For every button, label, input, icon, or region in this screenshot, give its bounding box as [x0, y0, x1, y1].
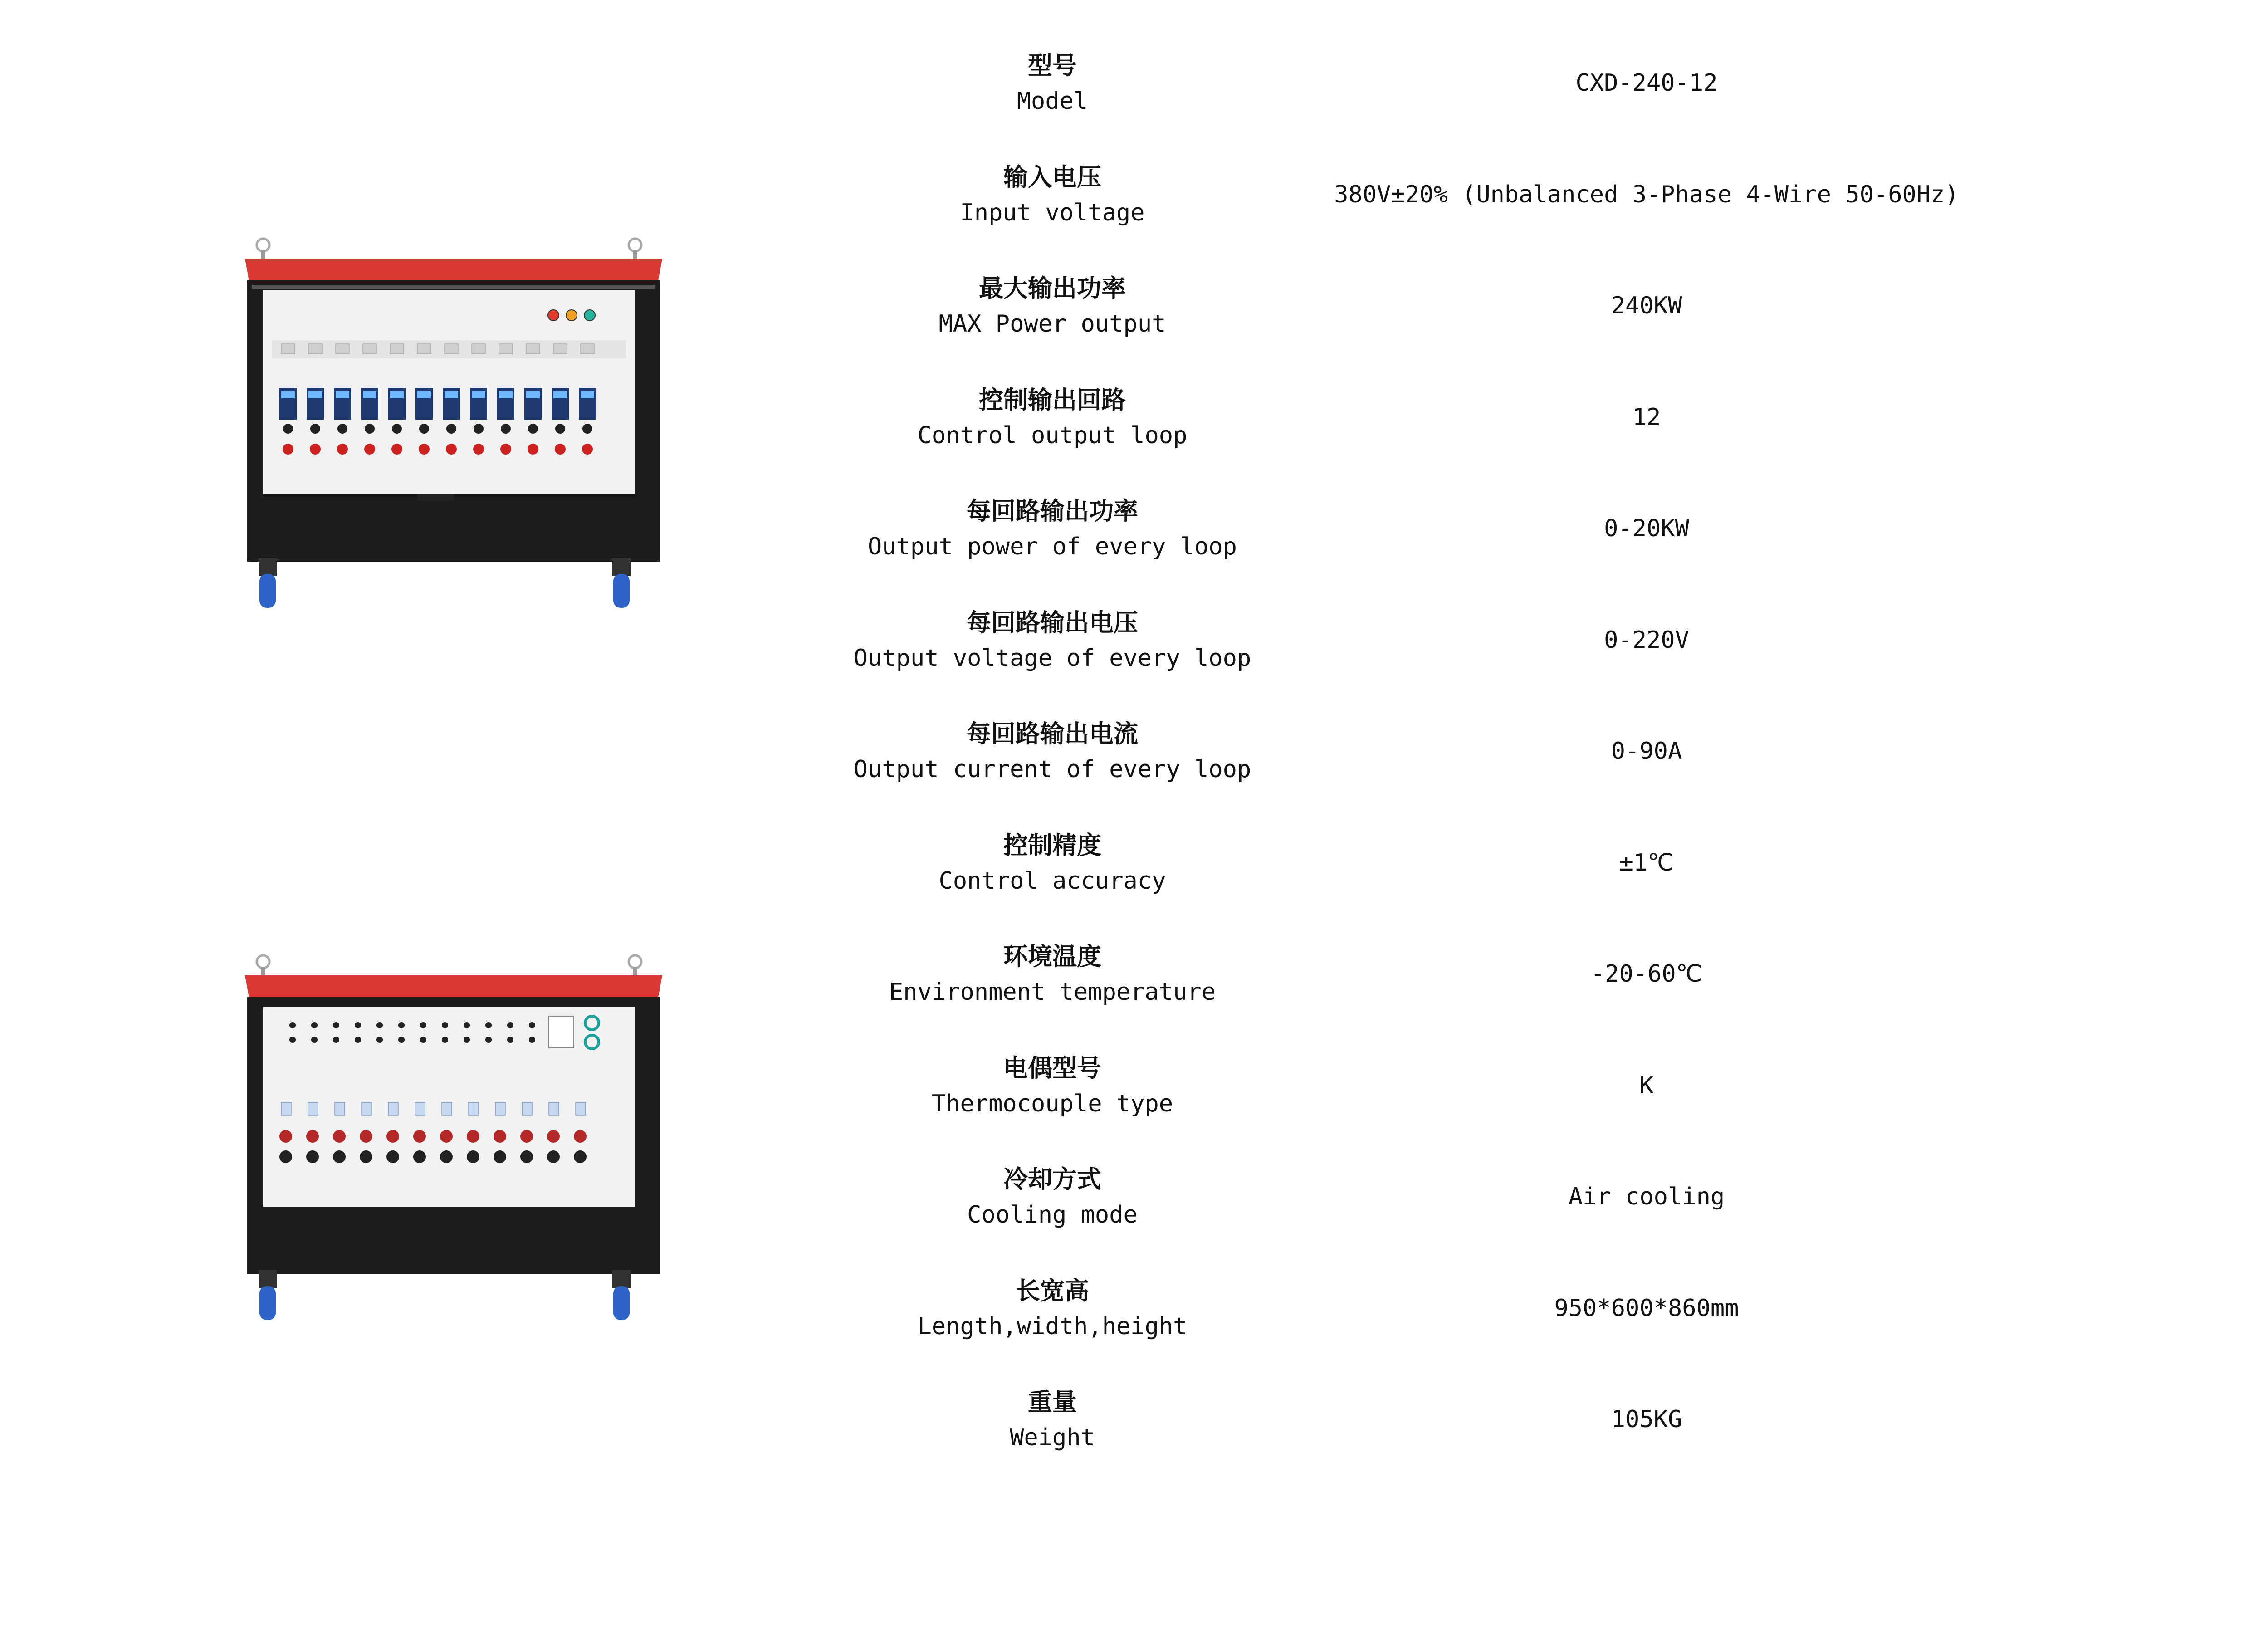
spec-parameter: [826, 1048, 1279, 1139]
thermocouple-jack-icon: [415, 1102, 425, 1115]
output-socket-icon: [364, 444, 375, 455]
spec-label-english: Length,width,height: [917, 1313, 1188, 1340]
spec-value: 0-220V: [1604, 626, 1689, 654]
indicator-dot-icon: [289, 1022, 296, 1028]
control-knob-icon: [501, 424, 511, 434]
thermocouple-jack-icon: [549, 1102, 559, 1115]
spec-label-chinese: 控制精度: [1003, 831, 1101, 860]
indicator-dot-icon: [485, 1037, 492, 1043]
heater-socket-black-icon: [440, 1150, 453, 1163]
thermocouple-jack-icon: [281, 1102, 291, 1115]
spec-value: 240KW: [1611, 292, 1682, 319]
output-socket-icon: [582, 444, 593, 455]
breaker-switch-icon: [308, 344, 322, 354]
spec-value: K: [1639, 1072, 1654, 1099]
power-socket-icon: [549, 1016, 574, 1048]
output-socket-icon: [391, 444, 402, 455]
breaker-switch-icon: [553, 344, 567, 354]
spec-value: CXD-240-12: [1575, 69, 1718, 97]
output-socket-icon: [446, 444, 457, 455]
indicator-dot-icon: [529, 1037, 535, 1043]
heater-socket-red-icon: [279, 1130, 292, 1143]
output-socket-icon: [500, 444, 511, 455]
heater-socket-red-icon: [574, 1130, 587, 1143]
caster-mount: [259, 558, 277, 576]
spec-row: [826, 1382, 2005, 1473]
control-knob-icon: [337, 424, 347, 434]
indicator-dot-icon: [507, 1037, 513, 1043]
heater-socket-black-icon: [360, 1150, 372, 1163]
spec-value: 105KG: [1611, 1406, 1682, 1433]
indicator-dot-icon: [464, 1037, 470, 1043]
spec-label-chinese: 输入电压: [1003, 163, 1101, 191]
spec-label-english: Output power of every loop: [868, 533, 1237, 560]
spec-value: 0-90A: [1611, 738, 1682, 765]
spec-label-english: Cooling mode: [967, 1201, 1138, 1228]
control-knob-icon: [310, 424, 320, 434]
spec-label-chinese: 每回路输出功率: [967, 497, 1138, 525]
controller-display: [526, 391, 540, 398]
indicator-dot-icon: [398, 1037, 405, 1043]
breaker-switch-icon: [499, 344, 513, 354]
indicator-dot-icon: [355, 1037, 361, 1043]
indicator-dot-icon: [420, 1037, 426, 1043]
control-knob-icon: [446, 424, 456, 434]
indicator-dot-icon: [442, 1022, 448, 1028]
breaker-switch-icon: [390, 344, 404, 354]
indicator-dot-icon: [398, 1022, 405, 1028]
breaker-switch-icon: [363, 344, 376, 354]
controller-display: [363, 391, 376, 398]
output-socket-icon: [419, 444, 430, 455]
thermocouple-jack-icon: [522, 1102, 532, 1115]
spec-label-chinese: 重量: [1028, 1388, 1077, 1416]
breaker-switch-icon: [417, 344, 431, 354]
controller-display: [499, 391, 513, 398]
spec-label-chinese: 冷却方式: [1003, 1165, 1101, 1194]
controller-display: [445, 391, 458, 398]
controller-display: [308, 391, 322, 398]
indicator-dot-icon: [289, 1037, 296, 1043]
heater-socket-red-icon: [440, 1130, 453, 1143]
spec-parameter: [826, 714, 1279, 804]
hot-runner-controller-back-illustration: [236, 944, 671, 1329]
spec-label-chinese: 每回路输出电流: [967, 719, 1138, 748]
cabinet-red-top: [245, 259, 662, 284]
caster-mount: [259, 1270, 277, 1288]
indicator-lamp-icon: [566, 310, 577, 321]
spec-parameter: [826, 825, 1279, 916]
product-image-back: [236, 944, 671, 1329]
spec-label-chinese: 长宽高: [1016, 1277, 1089, 1305]
output-socket-icon: [473, 444, 484, 455]
thermocouple-jack-icon: [335, 1102, 345, 1115]
indicator-dot-icon: [355, 1022, 361, 1028]
spec-row: [826, 1159, 2005, 1250]
control-knob-icon: [392, 424, 402, 434]
spec-label-english: Output current of every loop: [853, 756, 1251, 783]
output-socket-icon: [528, 444, 538, 455]
spec-label-chinese: 最大输出功率: [979, 274, 1126, 303]
heater-socket-black-icon: [547, 1150, 560, 1163]
spec-parameter: [826, 380, 1279, 470]
spec-label-english: Input voltage: [960, 199, 1145, 226]
spec-row: [826, 602, 2005, 693]
thermocouple-jack-icon: [495, 1102, 505, 1115]
lifting-eye-icon: [257, 239, 269, 251]
spec-parameter: [826, 936, 1279, 1027]
controller-display: [553, 391, 567, 398]
indicator-lamp-icon: [584, 310, 595, 321]
control-knob-icon: [555, 424, 565, 434]
controller-display: [336, 391, 349, 398]
spec-parameter: [826, 602, 1279, 693]
spec-parameter: [826, 45, 1279, 136]
spec-row: [826, 714, 2005, 804]
thermocouple-jack-icon: [388, 1102, 398, 1115]
indicator-dot-icon: [333, 1022, 339, 1028]
spec-label-chinese: 每回路输出电压: [967, 608, 1138, 637]
breaker-switch-icon: [581, 344, 594, 354]
spec-label-chinese: 电偶型号: [1003, 1054, 1101, 1082]
output-socket-icon: [310, 444, 321, 455]
lifting-eye-icon: [629, 955, 641, 968]
spec-value: 12: [1632, 404, 1661, 431]
spec-parameter: [826, 268, 1279, 359]
controller-display: [281, 391, 295, 398]
heater-socket-red-icon: [360, 1130, 372, 1143]
controller-display: [390, 391, 404, 398]
caster-wheel-icon: [613, 574, 630, 608]
spec-label-english: MAX Power output: [938, 310, 1166, 338]
breaker-switch-icon: [336, 344, 349, 354]
output-socket-icon: [555, 444, 566, 455]
output-socket-icon: [337, 444, 348, 455]
spec-label-english: Model: [1017, 88, 1088, 115]
spec-value: Air cooling: [1568, 1183, 1725, 1210]
spec-row: [826, 825, 2005, 916]
spec-value: 0-20KW: [1604, 515, 1689, 542]
heater-socket-red-icon: [333, 1130, 346, 1143]
hot-runner-controller-front-illustration: [236, 227, 671, 617]
heater-socket-red-icon: [494, 1130, 506, 1143]
breaker-switch-icon: [526, 344, 540, 354]
spec-row: [826, 380, 2005, 470]
thermocouple-jack-icon: [469, 1102, 479, 1115]
spec-label-english: Control accuracy: [938, 867, 1166, 895]
lifting-eye-icon: [257, 955, 269, 968]
heater-socket-black-icon: [386, 1150, 399, 1163]
spec-row: [826, 936, 2005, 1027]
breaker-switch-icon: [281, 344, 295, 354]
spec-label-chinese: 控制输出回路: [979, 386, 1126, 414]
heater-socket-black-icon: [574, 1150, 587, 1163]
heater-socket-red-icon: [306, 1130, 319, 1143]
spec-value: 380V±20% (Unbalanced 3-Phase 4-Wire 50-60Hz): [1334, 181, 1959, 208]
spec-parameter: [826, 1159, 1279, 1250]
control-knob-icon: [365, 424, 375, 434]
spec-label-english: Environment temperature: [889, 979, 1216, 1006]
controller-display: [417, 391, 431, 398]
thermocouple-jack-icon: [362, 1102, 371, 1115]
heater-socket-black-icon: [520, 1150, 533, 1163]
breaker-switch-icon: [472, 344, 485, 354]
spec-label-english: Weight: [1010, 1424, 1095, 1451]
control-knob-icon: [474, 424, 484, 434]
heater-socket-black-icon: [279, 1150, 292, 1163]
product-image-front: [236, 227, 671, 617]
heater-socket-red-icon: [547, 1130, 560, 1143]
heater-socket-red-icon: [386, 1130, 399, 1143]
indicator-dot-icon: [529, 1022, 535, 1028]
heater-socket-red-icon: [413, 1130, 426, 1143]
spec-parameter: [826, 1382, 1279, 1473]
indicator-dot-icon: [333, 1037, 339, 1043]
indicator-dot-icon: [507, 1022, 513, 1028]
breaker-switch-icon: [445, 344, 458, 354]
output-socket-icon: [283, 444, 293, 455]
spec-parameter: [826, 491, 1279, 582]
caster-wheel-icon: [259, 574, 276, 608]
indicator-lamp-icon: [548, 310, 559, 321]
controller-display: [581, 391, 594, 398]
thermocouple-jack-icon: [442, 1102, 452, 1115]
indicator-dot-icon: [442, 1037, 448, 1043]
spec-row: [826, 45, 2005, 136]
spec-parameter: [826, 157, 1279, 248]
indicator-dot-icon: [311, 1022, 318, 1028]
heater-socket-red-icon: [467, 1130, 479, 1143]
heater-socket-red-icon: [520, 1130, 533, 1143]
spec-value: ±1℃: [1619, 849, 1674, 876]
spec-row: [826, 268, 2005, 359]
heater-socket-black-icon: [333, 1150, 346, 1163]
spec-label-chinese: 型号: [1028, 51, 1077, 80]
spec-value: 950*600*860mm: [1554, 1295, 1739, 1322]
control-knob-icon: [582, 424, 592, 434]
spec-row: [826, 491, 2005, 582]
control-knob-icon: [283, 424, 293, 434]
caster-mount: [612, 558, 631, 576]
spec-row: [826, 1271, 2005, 1361]
panel-handle: [417, 494, 454, 501]
heater-socket-black-icon: [494, 1150, 506, 1163]
lifting-eye-icon: [629, 239, 641, 251]
top-hinge: [252, 285, 655, 289]
indicator-dot-icon: [464, 1022, 470, 1028]
spec-label-english: Thermocouple type: [931, 1090, 1173, 1117]
caster-wheel-icon: [613, 1286, 630, 1320]
caster-mount: [612, 1270, 631, 1288]
heater-socket-black-icon: [467, 1150, 479, 1163]
caster-wheel-icon: [259, 1286, 276, 1320]
control-knob-icon: [419, 424, 429, 434]
spec-label-english: Control output loop: [917, 422, 1188, 449]
indicator-dot-icon: [485, 1022, 492, 1028]
spec-row: [826, 1048, 2005, 1139]
spec-parameter: [826, 1271, 1279, 1361]
spec-label-chinese: 环境温度: [1003, 942, 1101, 971]
indicator-dot-icon: [311, 1037, 318, 1043]
indicator-dot-icon: [376, 1022, 383, 1028]
thermocouple-jack-icon: [308, 1102, 318, 1115]
controller-display: [472, 391, 485, 398]
indicator-dot-icon: [376, 1037, 383, 1043]
heater-socket-black-icon: [306, 1150, 319, 1163]
control-knob-icon: [528, 424, 538, 434]
cabinet-red-top: [245, 975, 662, 1000]
spec-row: [826, 157, 2005, 248]
indicator-dot-icon: [420, 1022, 426, 1028]
spec-value: -20-60℃: [1590, 960, 1703, 988]
spec-label-english: Output voltage of every loop: [853, 645, 1251, 672]
thermocouple-jack-icon: [576, 1102, 586, 1115]
heater-socket-black-icon: [413, 1150, 426, 1163]
